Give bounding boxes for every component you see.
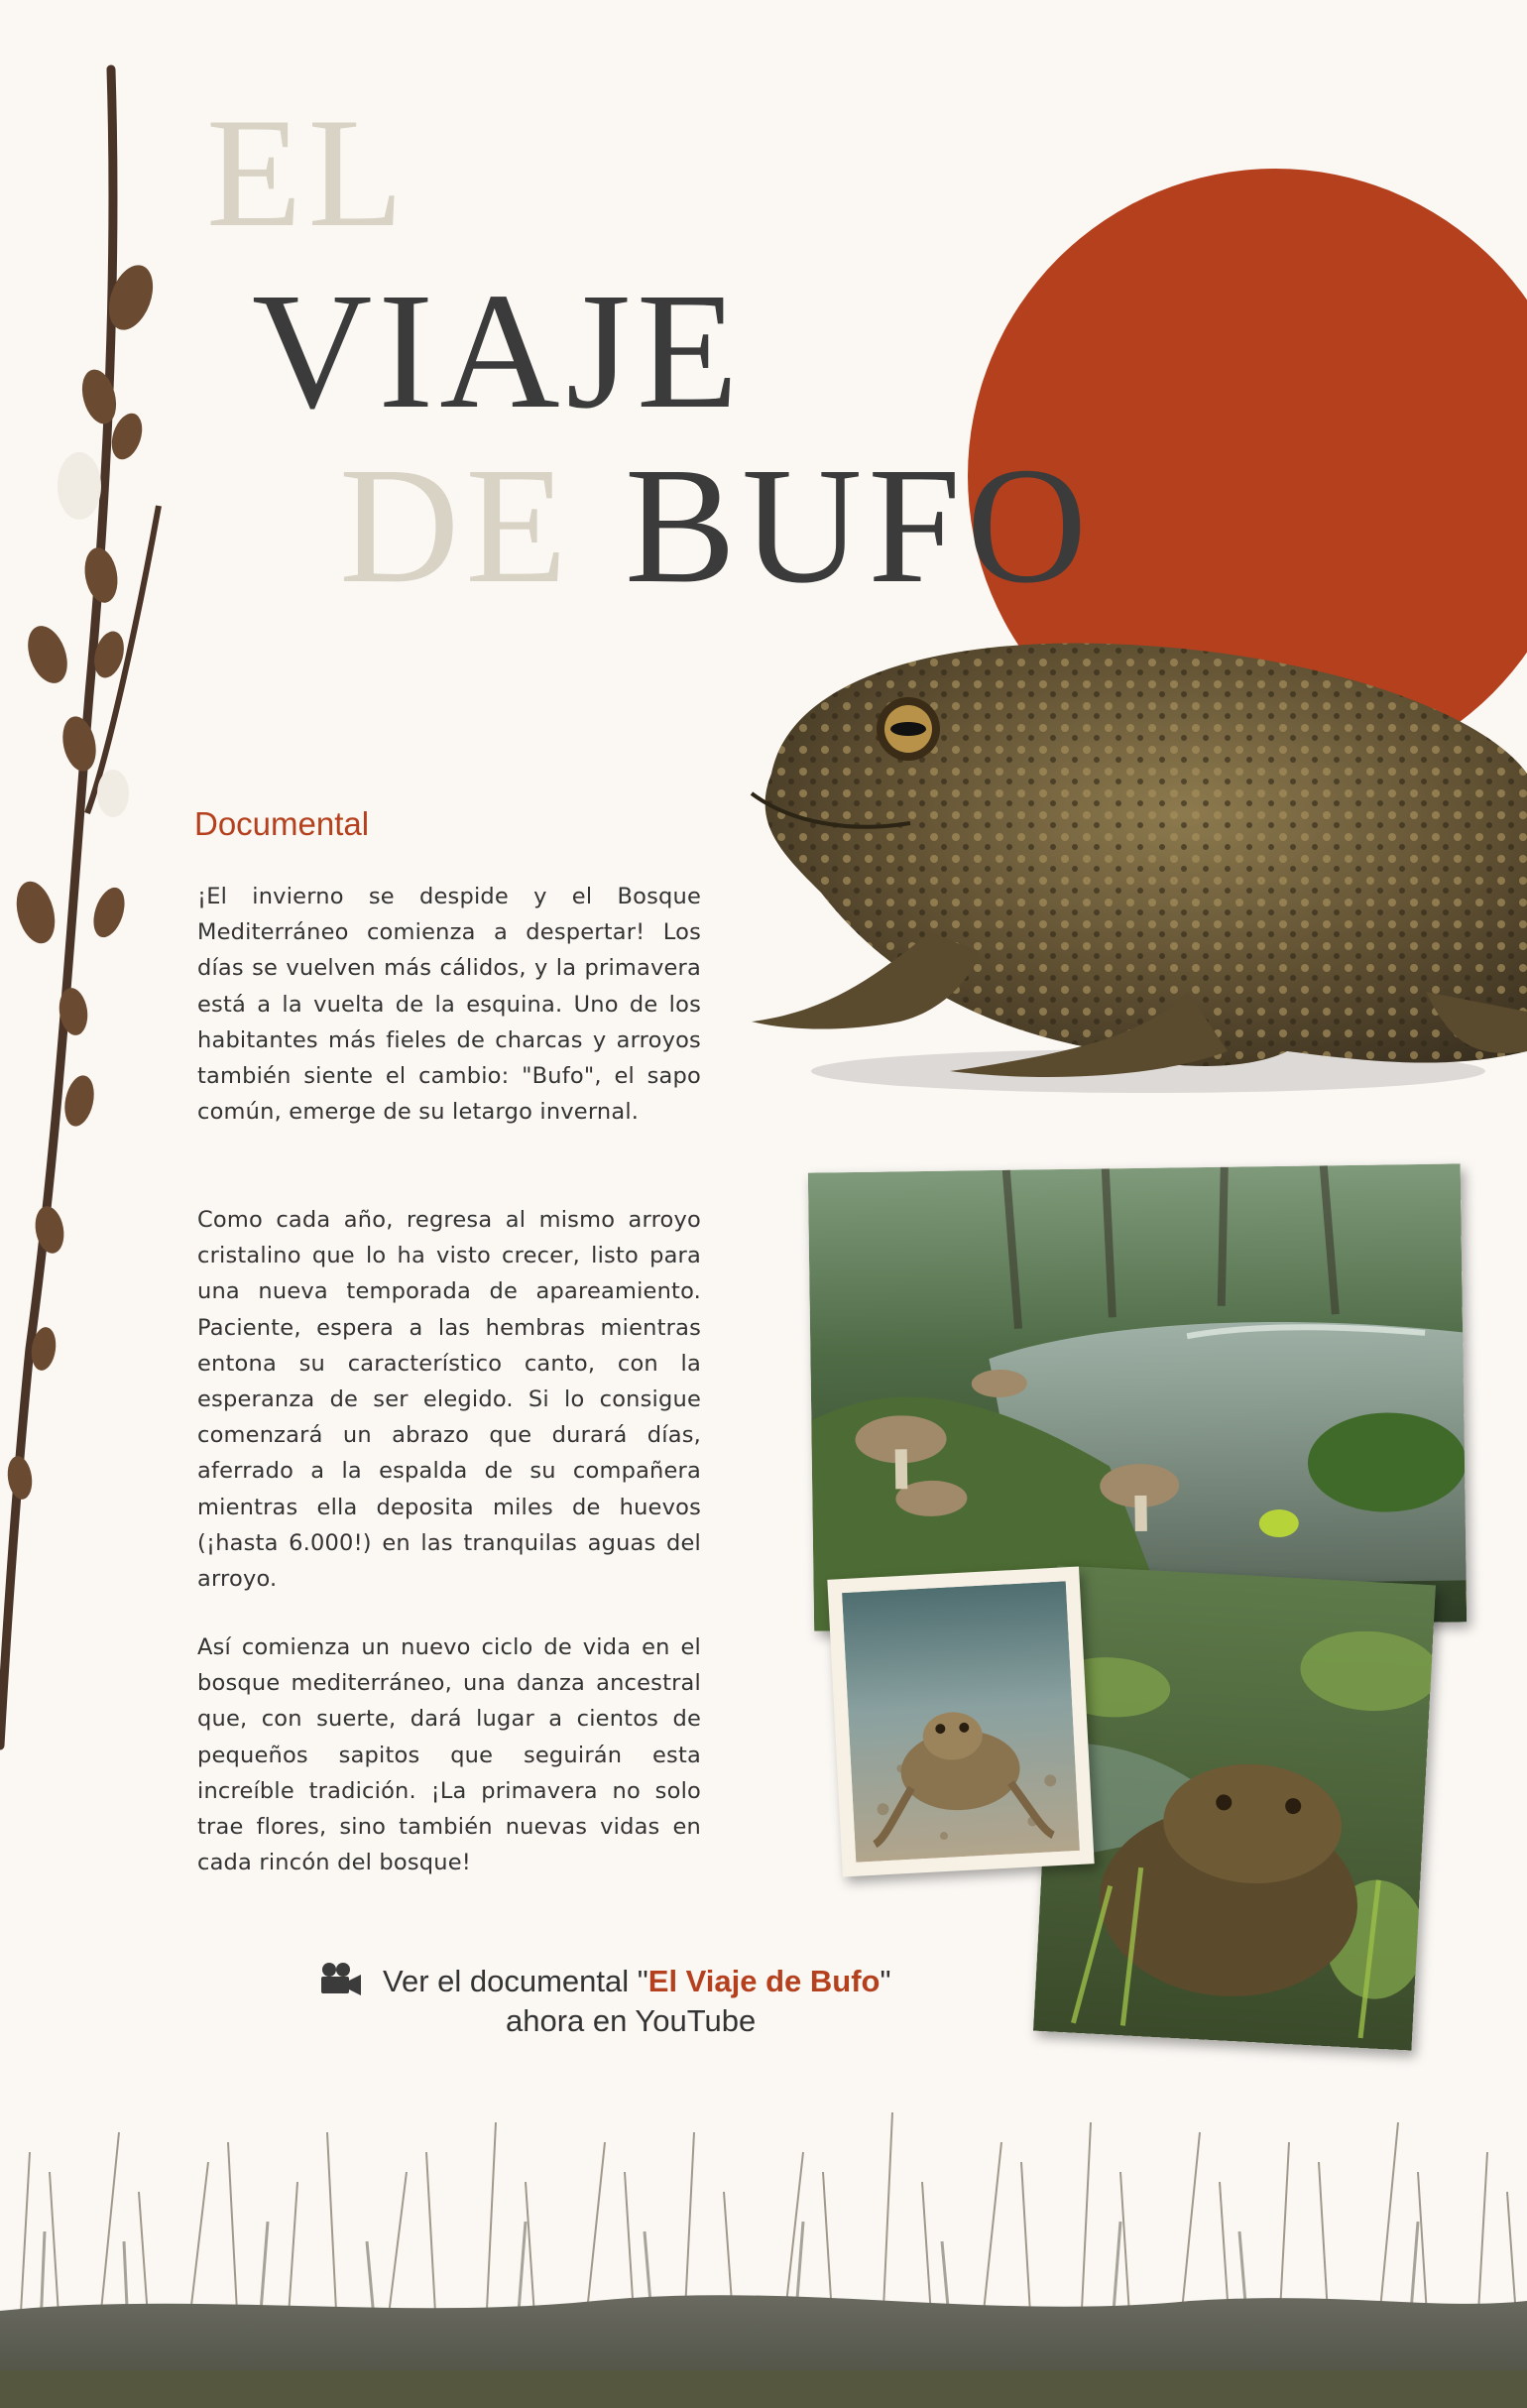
story-paragraph: Como cada año, regresa al mismo arroyo cristalino que lo ha visto crecer, listo para una nueva temporada de apareamiento. Paciente, espera a las hembras mientras entona su característico canto, con la esperanza de ser elegido. Si lo consigue comenzará un abrazo que durará días, aferrado a la espalda de su compañera mientras ella deposita miles de huevos (¡hasta 6.000!) en las tranquilas aguas del arroyo. bbox=[197, 1207, 701, 1593]
title-word-de: DE bbox=[339, 433, 573, 618]
toad-photo bbox=[732, 635, 1527, 1101]
underwater-toad-photo-frame bbox=[827, 1567, 1094, 1877]
title-word-el: EL bbox=[206, 86, 411, 260]
cta-suffix: " bbox=[880, 1964, 891, 1998]
section-heading: Documental bbox=[194, 805, 370, 842]
mating-toads-photo bbox=[1033, 1565, 1436, 2050]
forest-stream-photo bbox=[808, 1163, 1467, 1630]
intro-paragraph: ¡El invierno se despide y el Bosque Mediterráneo comienza a despertar! Los días se vuelven más cálidos, y la primavera está a la vuelta de la esquina. Uno de los habitantes más fieles de charcas y arroyos también siente el cambio: "Bufo", el sapo común, emerge de su letargo invernal. bbox=[197, 884, 701, 1126]
video-camera-icon bbox=[319, 1962, 361, 1997]
willow-branch-illustration bbox=[0, 60, 178, 1765]
cta-youtube-line: ahora en YouTube bbox=[506, 2003, 757, 2038]
youtube-cta[interactable] bbox=[319, 1960, 891, 2002]
cta-prefix: Ver el documental " bbox=[383, 1964, 648, 1998]
underwater-toad-photo bbox=[842, 1581, 1080, 1862]
title-word-viaje: VIAJE bbox=[252, 259, 745, 443]
cta-documentary-link[interactable]: El Viaje de Bufo bbox=[647, 1964, 881, 1998]
closing-paragraph: Así comienza un nuevo ciclo de vida en el bosque mediterráneo, una danza ancestral que, con suerte, dará lugar a cientos de pequeños sapitos que seguirán esta increíble tradición. ¡La primavera no solo trae flores, sino también nuevas vidas en cada rincón del bosque! bbox=[197, 1634, 701, 1876]
title-word-bufo: BUFO bbox=[625, 433, 1094, 618]
grass-footer-illustration bbox=[0, 2073, 1527, 2408]
